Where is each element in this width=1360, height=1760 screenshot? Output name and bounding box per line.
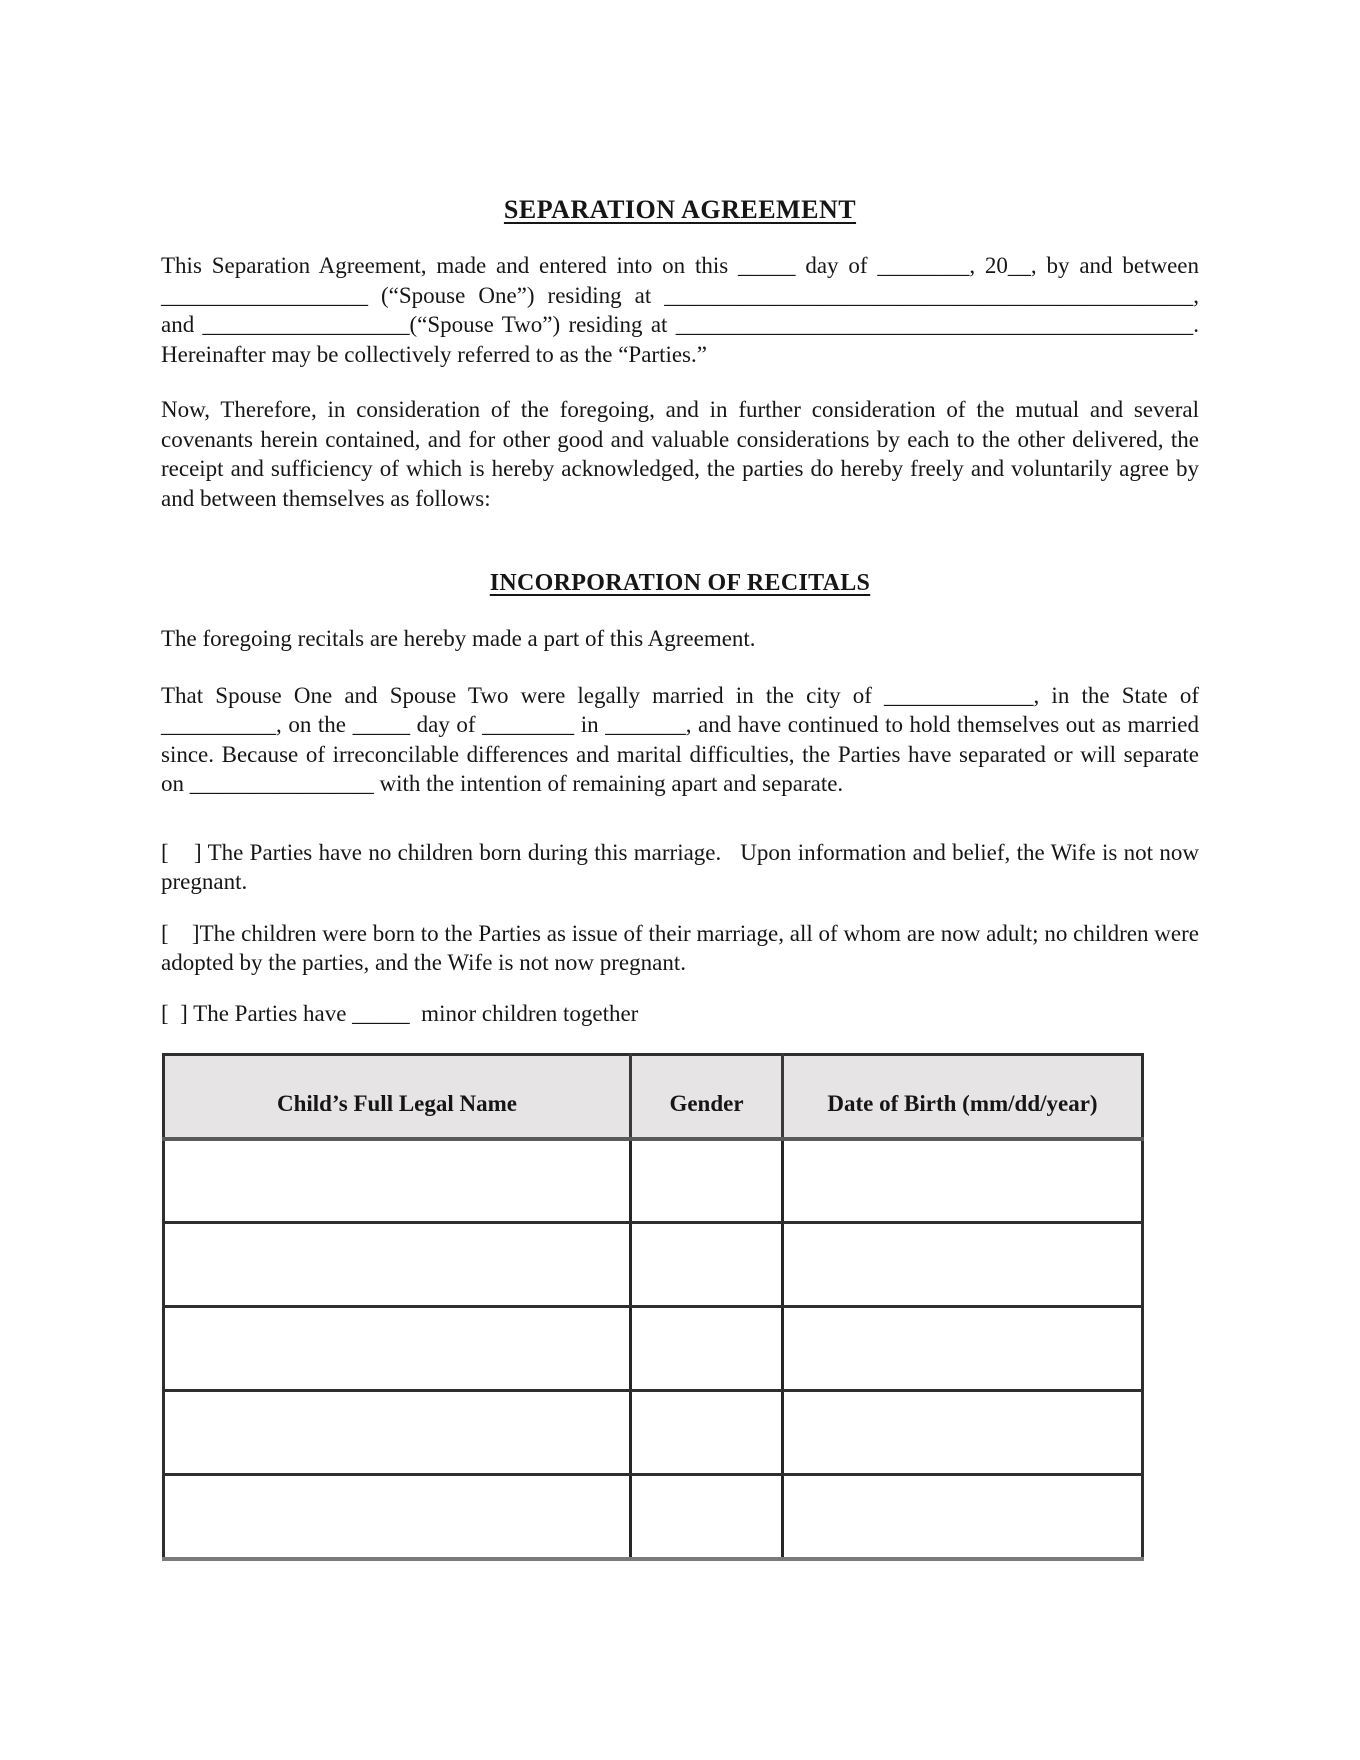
checkbox-brackets[interactable]: [ ] [161,839,202,865]
table-row [164,1223,1143,1307]
child-dob-cell[interactable] [783,1475,1143,1559]
checkbox-brackets[interactable]: [ ] [161,1000,188,1026]
table-row [164,1139,1143,1223]
checkbox-option-no-children [161,838,1199,897]
table-row [164,1475,1143,1559]
child-name-cell[interactable] [164,1139,631,1223]
checkbox-brackets[interactable]: [ ] [161,920,200,946]
intro-paragraph: This Separation Agreement, made and entered into on this _____ day of ________, 20__, by and between __________________ (“Spouse One”) residing at ______________________________________________, and __________________(“Spouse Two”) residing at _____________________________________________. Hereinafter may be collectively referred to as the “Parties.” [161,253,1199,367]
child-dob-cell[interactable] [783,1391,1143,1475]
checkbox-option-text: The Parties have no children born during this marriage. Upon information and belief, the Wife is not now pregnant. [161,839,1199,894]
children-table-body [164,1139,1143,1559]
child-gender-cell[interactable] [631,1391,783,1475]
checkbox-option-minor-children [161,999,1199,1029]
child-gender-cell[interactable] [631,1223,783,1307]
recitals-paragraph: The foregoing recitals are hereby made a part of this Agreement. [161,626,756,651]
child-gender-cell[interactable] [631,1475,783,1559]
child-dob-cell[interactable] [783,1139,1143,1223]
child-dob-cell[interactable] [783,1307,1143,1391]
child-name-cell[interactable] [164,1223,631,1307]
child-name-cell[interactable] [164,1307,631,1391]
checkbox-option-adult-children [161,919,1199,978]
children-table-header-gender: Gender [631,1055,783,1139]
checkbox-option-text: The children were born to the Parties as issue of their marriage, all of whom are now adult; no children were adopted by the parties, and the Wife is not now pregnant. [161,920,1199,975]
table-row [164,1391,1143,1475]
recitals-heading: INCORPORATION OF RECITALS [489,570,871,596]
child-name-cell[interactable] [164,1475,631,1559]
children-table-header-dob: Date of Birth (mm/dd/year) [783,1055,1143,1139]
table-row [164,1307,1143,1391]
consideration-paragraph: Now, Therefore, in consideration of the foregoing, and in further consideration of the mutual and several covenants herein contained, and for other good and valuable considerations by each to the other delivered, the receipt and sufficiency of which is hereby acknowledged, the parties do hereby freely and voluntarily agree by and between themselves as follows: [161,397,1199,511]
child-gender-cell[interactable] [631,1307,783,1391]
checkbox-option-text: The Parties have _____ minor children together [187,1000,639,1026]
child-gender-cell[interactable] [631,1139,783,1223]
child-name-cell[interactable] [164,1391,631,1475]
children-table [162,1053,1144,1561]
document-title: SEPARATION AGREEMENT [503,195,857,224]
children-table-header-row [164,1055,1143,1139]
child-dob-cell[interactable] [783,1223,1143,1307]
marriage-details-paragraph: That Spouse One and Spouse Two were legally married in the city of _____________, in the State of __________, on the _____ day of ________ in _______, and have continued to hold themselves out as married since. Because of irreconcilable differences and marital difficulties, the Parties have separated or will separate on ________________ with the intention of remaining apart and separate. [161,682,1199,796]
children-table-header-name: Child’s Full Legal Name [164,1055,631,1139]
